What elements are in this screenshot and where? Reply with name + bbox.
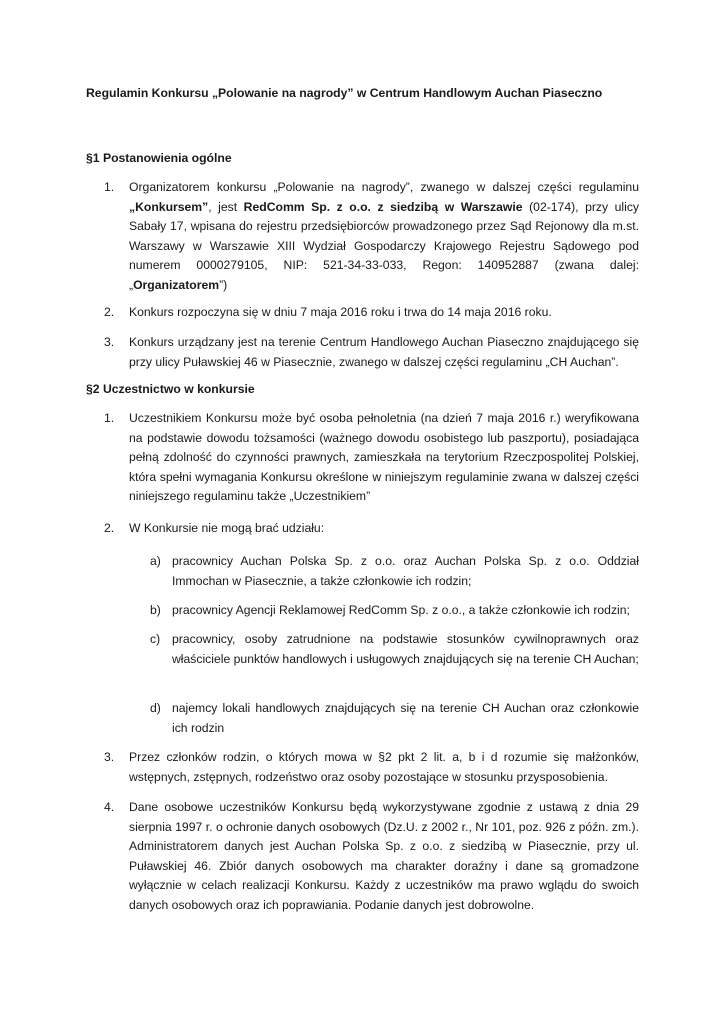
item-number: 4.	[104, 800, 115, 814]
s2-item-2-sub-d	[150, 699, 639, 738]
item-number: 2.	[104, 521, 115, 535]
sub-item-text: pracownicy, osoby zatrudnione na podstawie stosunków cywilnoprawnych oraz właściciele punktów handlowych i usługowych znajdujących się na terenie CH Auchan;	[172, 632, 639, 666]
s1-item-2	[104, 303, 639, 323]
sub-item-letter: c)	[150, 632, 161, 646]
s2-item-3	[104, 748, 639, 787]
item-number: 3.	[104, 335, 115, 349]
s2-item-1	[104, 409, 639, 507]
item-text: W Konkursie nie mogą brać udziału:	[129, 521, 325, 535]
s2-item-2-sub-a	[150, 552, 639, 591]
sub-item-letter: d)	[150, 701, 161, 715]
item-text: Konkurs rozpoczyna się w dniu 7 maja 2016 roku i trwa do 14 maja 2016 roku.	[129, 305, 552, 319]
s2-item-4	[104, 798, 639, 916]
item-text: Przez członków rodzin, o których mowa w §2 pkt 2 lit. a, b i d rozumie się małżonków, wstępnych, zstępnych, rodzeństwo oraz osoby pozostające w stosunku przysposobienia.	[129, 750, 639, 784]
item-text: Uczestnikiem Konkursu może być osoba pełnoletnia (na dzień 7 maja 2016 r.) weryfikowana na podstawie dowodu tożsamości (ważnego dowodu osobistego lub paszportu), posiadająca pełną zdolność do czynności prawnych, zamieszkała na terytorium Rzeczpospolitej Polskiej, która spełni wymagania Konkursu określone w niniejszym regulaminie zwana w dalszej części niniejszego regulaminu także „Uczestnikiem”	[129, 411, 639, 504]
sub-item-text: najemcy lokali handlowych znajdujących się na terenie CH Auchan oraz członkowie ich rodzin	[172, 701, 639, 735]
document-title: Regulamin Konkursu „Polowanie na nagrody” w Centrum Handlowym Auchan Piaseczno	[86, 86, 603, 100]
s1-item-1	[104, 178, 639, 296]
s2-item-2	[104, 519, 639, 539]
s1-item-3	[104, 333, 639, 372]
sub-item-letter: b)	[150, 603, 161, 617]
sub-item-letter: a)	[150, 554, 161, 568]
item-text: Organizatorem konkursu „Polowanie na nagrody”, zwanego w dalszej części regulaminu „Konkursem”, jest RedComm Sp. z o.o. z siedzibą w Warszawie (02-174), przy ulicy Sabały 17, wpisana do rejestru przedsiębiorców prowadzonego przez Sąd Rejonowy dla m.st. Warszawy w Warszawie XIII Wydział Gospodarczy Krajowego Rejestru Sądowego pod numerem 0000279105, NIP: 521-34-33-033, Regon: 140952887 (zwana dalej: „Organizatorem”)	[129, 180, 640, 292]
item-number: 3.	[104, 750, 115, 764]
s2-item-2-sub-b	[150, 601, 639, 621]
item-text: Dane osobowe uczestników Konkursu będą wykorzystywane zgodnie z ustawą z dnia 29 sierpnia 1997 r. o ochronie danych osobowych (Dz.U. z 2002 r., Nr 101, poz. 926 z późn. zm.). Administratorem danych jest Auchan Polska Sp. z o.o. z siedzibą w Piasecznie, przy ul. Puławskiej 46. Zbiór danych osobowych ma charakter doraźny i dane są gromadzone wyłącznie w celach realizacji Konkursu. Każdy z uczestników ma prawo wglądu do swoich danych osobowych oraz ich poprawiania. Podanie danych jest dobrowolne.	[129, 800, 639, 912]
item-text: Konkurs urządzany jest na terenie Centrum Handlowego Auchan Piaseczno znajdującego się przy ulicy Puławskiej 46 w Piasecznie, zwanego w dalszej części regulaminu „CH Auchan”.	[129, 335, 639, 369]
item-number: 1.	[104, 411, 115, 425]
item-number: 1.	[104, 180, 115, 194]
sub-item-text: pracownicy Auchan Polska Sp. z o.o. oraz Auchan Polska Sp. z o.o. Oddział Immochan w Piasecznie, a także członkowie ich rodzin;	[172, 554, 639, 588]
section-2-heading: §2 Uczestnictwo w konkursie	[86, 382, 255, 396]
sub-item-text: pracownicy Agencji Reklamowej RedComm Sp. z o.o., a także członkowie ich rodzin;	[172, 603, 630, 617]
section-1-heading: §1 Postanowienia ogólne	[86, 151, 232, 165]
s2-item-2-sub-c	[150, 630, 639, 669]
item-number: 2.	[104, 305, 115, 319]
